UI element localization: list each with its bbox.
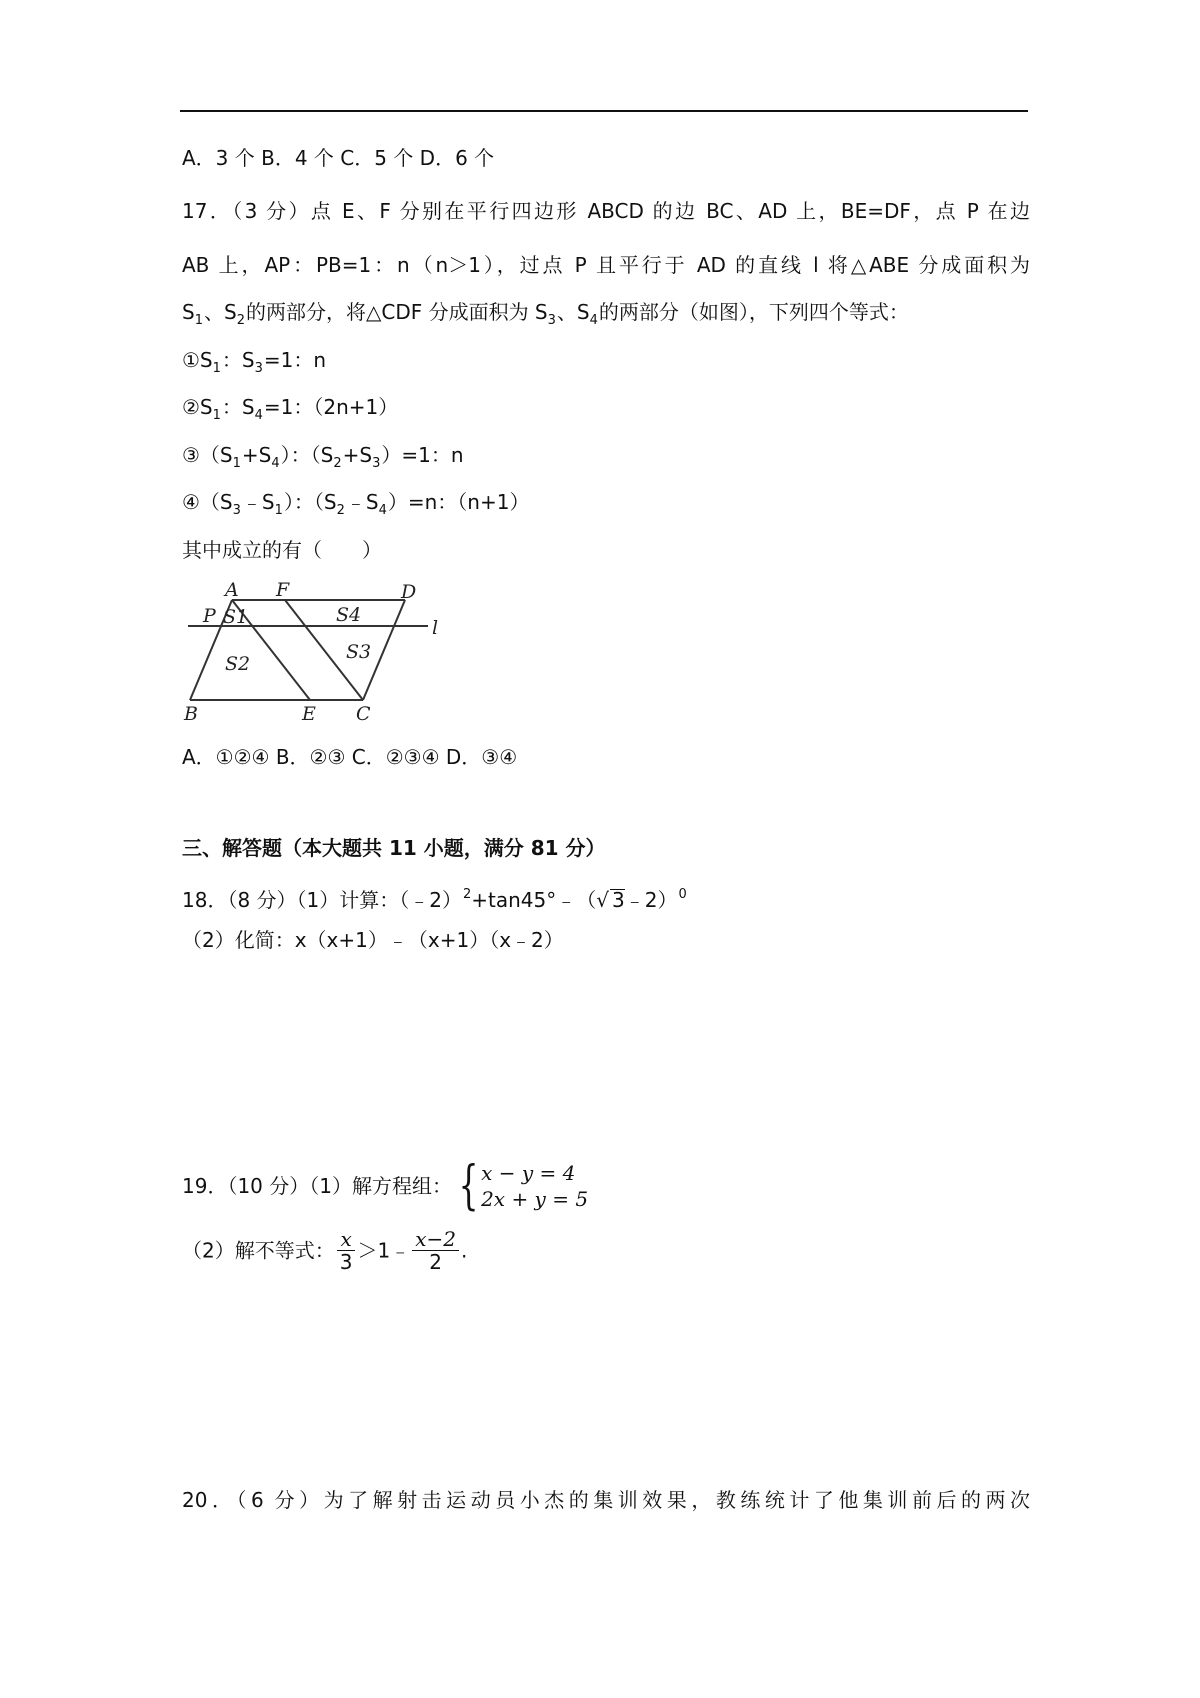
subscript: 1: [212, 408, 221, 423]
text: =1：n: [263, 348, 327, 372]
fraction-2: [412, 1228, 459, 1273]
label-c: C: [356, 703, 371, 725]
text: 19．（10 分）（1）解方程组：: [182, 1174, 452, 1198]
text: ①S: [182, 348, 213, 372]
q18-part1: [182, 880, 687, 915]
subscript: 2: [336, 503, 345, 518]
subscript: 2: [236, 313, 245, 328]
text: ②S: [182, 395, 213, 419]
text: 18．（8 分）（1）计算：（﹣2）: [182, 888, 462, 912]
text: （2）解不等式：: [182, 1238, 335, 1263]
q20-line1: 20．（6 分）为了解射击运动员小杰的集训效果，教练统计了他集训前后的两次: [182, 1488, 1030, 1512]
text: 的两部分（如图），下列四个等式：: [598, 300, 909, 324]
parallelogram-diagram: [180, 578, 450, 726]
subscript: 1: [194, 313, 203, 328]
text: S: [182, 300, 195, 324]
header-rule: [180, 110, 1028, 112]
q16-options: A．3 个 B．4 个 C．5 个 D．6 个: [182, 146, 495, 170]
text: ：S: [221, 348, 255, 372]
label-s4: S4: [336, 604, 362, 626]
subscript: 3: [232, 503, 241, 518]
label-s1: S1: [223, 606, 249, 628]
text: .: [460, 1238, 468, 1263]
text: 、S: [203, 300, 237, 324]
equation-system: [452, 1156, 589, 1216]
text: 、S: [556, 300, 590, 324]
parallelogram-figure: [180, 578, 450, 726]
text: +tan45°﹣（: [471, 888, 597, 912]
text: ＞1﹣: [357, 1238, 411, 1263]
q17-question: 其中成立的有（ ）: [182, 538, 382, 562]
subscript: 1: [212, 361, 221, 376]
label-l: l: [432, 617, 439, 639]
equations: [481, 1160, 588, 1212]
equation-1: x − y = 4: [481, 1161, 576, 1185]
q18-part2: （2）化简：x（x+1）﹣（x+1）（x﹣2）: [182, 928, 564, 952]
subscript: 3: [547, 313, 556, 328]
text: ﹣S: [345, 490, 379, 514]
subscript: 1: [274, 503, 283, 518]
label-f: F: [276, 579, 290, 601]
text: +S: [241, 443, 272, 467]
q19-part2: [182, 1228, 467, 1273]
subscript: 4: [254, 408, 263, 423]
text: ）：（S: [280, 443, 334, 467]
label-s3: S3: [346, 641, 372, 663]
subscript: 3: [254, 361, 263, 376]
text: ）：（S: [283, 490, 337, 514]
text: ﹣2）: [624, 888, 678, 912]
sqrt-radicand: 3: [612, 888, 625, 912]
numerator: x: [337, 1228, 354, 1251]
label-d: D: [401, 581, 417, 603]
subscript: 4: [378, 503, 387, 518]
q19-part1: [182, 1156, 589, 1216]
q17-eq1: [182, 345, 326, 384]
q17-line1: 17．（3 分）点 E、F 分别在平行四边形 ABCD 的边 BC、AD 上，BE=DF，点 P 在边: [182, 199, 1030, 223]
subscript: 4: [589, 313, 598, 328]
subscript: 3: [372, 456, 381, 471]
denominator: 3: [339, 1250, 353, 1274]
superscript: 2: [462, 887, 472, 902]
denominator: 2: [429, 1250, 442, 1274]
subscript: 1: [232, 456, 241, 471]
label-s2: S2: [225, 653, 251, 675]
q17-line3: [182, 297, 909, 336]
text: +S: [342, 443, 373, 467]
fraction-1: [337, 1228, 356, 1273]
text: ﹣S: [241, 490, 275, 514]
label-b: B: [184, 703, 198, 725]
subscript: 4: [271, 456, 280, 471]
superscript: 0: [678, 887, 687, 902]
text: ）=1：n: [381, 443, 464, 467]
q17-eq3: [182, 440, 464, 479]
sqrt-symbol: √: [596, 888, 609, 912]
subscript: 2: [333, 456, 342, 471]
label-a: A: [225, 579, 239, 601]
section3-title: 三、解答题（本大题共 11 小题，满分 81 分）: [182, 836, 606, 860]
q17-eq2: [182, 392, 398, 431]
text: 的两部分，将△CDF 分成面积为 S: [245, 300, 548, 324]
text: ）=n：（n+1）: [387, 490, 530, 514]
text: ③（S: [182, 443, 233, 467]
label-p: P: [203, 605, 216, 627]
text: ④（S: [182, 490, 233, 514]
brace-icon: {: [458, 1156, 479, 1216]
q17-line2: AB 上，AP：PB=1：n（n＞1），过点 P 且平行于 AD 的直线 l 将△ABE 分成面积为: [182, 253, 1030, 277]
q17-options: A．①②④ B．②③ C．②③④ D．③④: [182, 745, 518, 769]
numerator: x−2: [412, 1228, 459, 1251]
label-e: E: [302, 703, 316, 725]
text: ：S: [221, 395, 255, 419]
equation-2: 2x + y = 5: [481, 1187, 589, 1211]
text: =1：（2n+1）: [263, 395, 399, 419]
q17-eq4: [182, 487, 529, 526]
